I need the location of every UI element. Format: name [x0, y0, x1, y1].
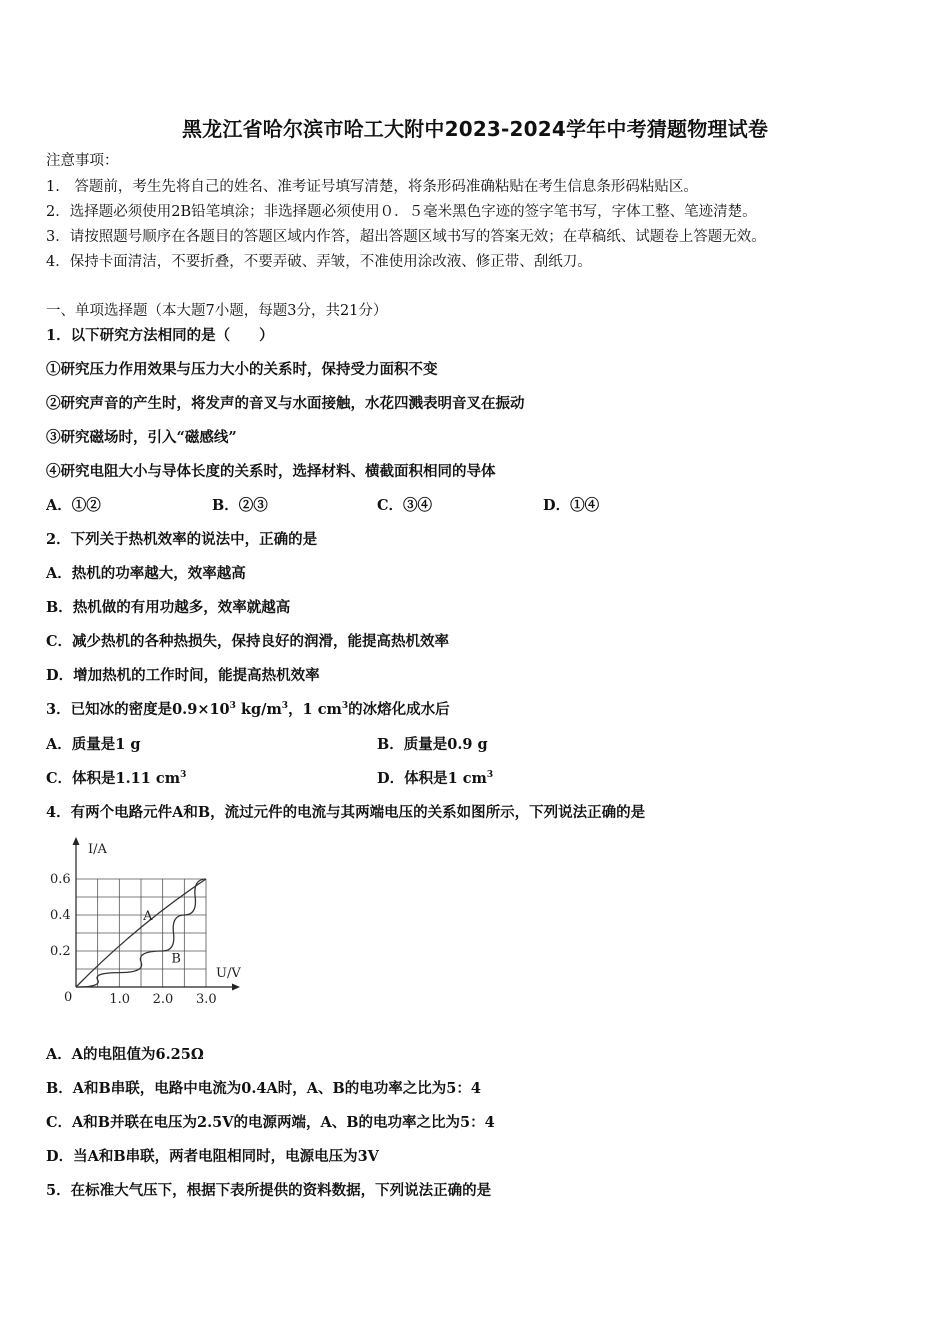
question-2-option-b: B．热机做的有用功越多，效率就越高	[46, 599, 291, 616]
question-2-option-a: A．热机的功率越大，效率越高	[46, 565, 246, 582]
q3-stem-exp3: 3	[341, 701, 349, 712]
iv-graph	[44, 834, 254, 1014]
y-tick-label: 0.6	[50, 872, 71, 887]
question-3-option-d	[377, 769, 493, 789]
x-tick-label: 3.0	[196, 992, 217, 1007]
question-3-option-a: A．质量是1 g	[46, 736, 141, 753]
question-4-stem: 4．有两个电路元件A和B，流过元件的电流与其两端电压的关系如图所示，下列说法正确的是	[46, 804, 646, 821]
q3-stem-b: kg/m	[235, 701, 282, 718]
x-axis-arrow	[232, 984, 240, 991]
question-3-stem	[46, 700, 450, 720]
x-tick-label: 2.0	[152, 992, 174, 1007]
notice-item: 4．保持卡面清洁，不要折叠，不要弄破、弄皱，不准使用涂改液、修正带、刮纸刀。	[46, 254, 592, 270]
question-4-option-a: A．A的电阻值为6.25Ω	[46, 1046, 204, 1063]
page-title: 黑龙江省哈尔滨市哈工大附中2023-2024学年中考猜题物理试卷	[181, 117, 769, 141]
notice-heading: 注意事项：	[46, 153, 119, 169]
question-4-option-c: C．A和B并联在电压为2.5V的电源两端，A、B的电功率之比为5：4	[46, 1114, 495, 1131]
grid	[76, 879, 206, 987]
q3-stem-exp2: 3	[281, 701, 289, 712]
y-tick-label: 0.4	[50, 908, 71, 923]
question-2-stem: 2．下列关于热机效率的说法中，正确的是	[46, 531, 318, 548]
question-1-option-c: C．③④	[377, 497, 433, 514]
q3-opt-d-exp: 3	[486, 770, 494, 781]
q3-opt-c-exp: 3	[180, 770, 187, 781]
origin-label: 0	[64, 990, 73, 1005]
q3-opt-c-text: C．体积是1.11 cm	[46, 770, 181, 787]
question-2-option-d: D．增加热机的工作时间，能提高热机效率	[46, 667, 320, 684]
question-2-option-c: C．减少热机的各种热损失，保持良好的润滑，能提高热机效率	[46, 633, 450, 650]
question-3-option-b: B．质量是0.9 g	[377, 736, 488, 753]
question-4-option-b: B．A和B串联，电路中电流为0.4A时，A、B的电功率之比为5：4	[46, 1080, 481, 1097]
q3-stem-d: 的冰熔化成水后	[348, 701, 450, 718]
question-1-statement: ④研究电阻大小与导体长度的关系时，选择材料、横截面积相同的导体	[46, 463, 496, 480]
y-axis-label: I/A	[88, 842, 107, 857]
question-1-option-a: A．①②	[46, 497, 101, 514]
question-1-stem: 1．以下研究方法相同的是（ ）	[46, 327, 274, 344]
q3-stem-a: 3．已知冰的密度是0.9×10	[46, 701, 230, 718]
y-axis-arrow	[73, 837, 80, 845]
y-tick-label: 0.2	[50, 944, 71, 959]
notice-item: 1. 答题前，考生先将自己的姓名、准考证号填写清楚，将条形码准确粘贴在考生信息条形码粘贴区。	[46, 179, 698, 195]
notice-item: 2．选择题必须使用2B铅笔填涂；非选择题必须使用０．５毫米黑色字迹的签字笔书写，字体工整、笔迹清楚。	[46, 204, 757, 220]
question-1-statement: ①研究压力作用效果与压力大小的关系时，保持受力面积不变	[46, 361, 438, 378]
x-tick-label: 1.0	[109, 992, 131, 1007]
series-label-A: A	[143, 909, 153, 924]
question-1-option-b: B．②③	[212, 497, 268, 514]
series-label-B: B	[171, 951, 181, 967]
q3-opt-d-text: D．体积是1 cm	[377, 770, 487, 787]
question-3-option-c	[46, 769, 186, 789]
notice-item: 3．请按照题号顺序在各题目的答题区域内作答，超出答题区域书写的答案无效；在草稿纸、试题卷上答题无效。	[46, 229, 766, 245]
labels	[50, 842, 241, 1007]
question-4-option-d: D．当A和B串联，两者电阻相同时，电源电压为3V	[46, 1148, 379, 1165]
q3-stem-c: ，1 cm	[288, 701, 342, 718]
question-5-stem: 5．在标准大气压下，根据下表所提供的资料数据，下列说法正确的是	[46, 1182, 492, 1199]
x-axis-label: U/V	[216, 966, 241, 981]
question-1-statement: ②研究声音的产生时，将发声的音叉与水面接触，水花四溅表明音叉在振动	[46, 395, 525, 412]
question-1-option-d: D．①④	[543, 497, 600, 514]
q3-stem-exp: 3	[229, 701, 236, 712]
question-1-statement: ③研究磁场时，引入“磁感线”	[46, 429, 237, 446]
section-heading: 一、单项选择题（本大题7小题，每题3分，共21分）	[46, 303, 388, 319]
